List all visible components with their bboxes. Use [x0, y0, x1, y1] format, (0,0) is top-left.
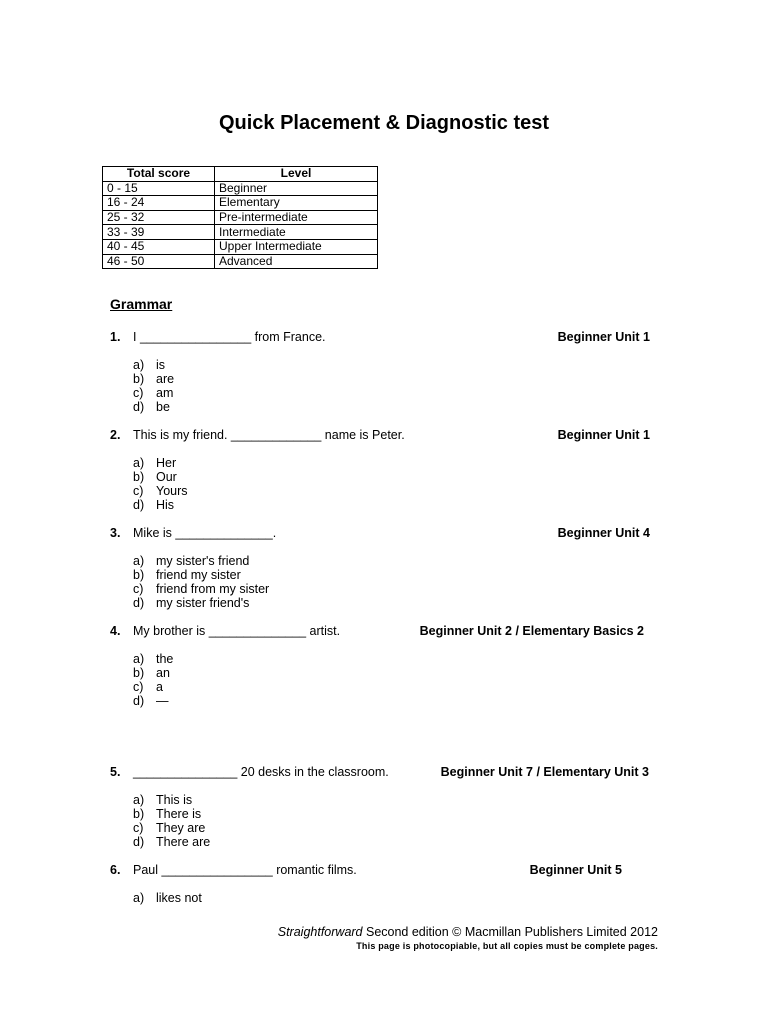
option-text: the [156, 652, 174, 666]
option-text: friend my sister [156, 568, 241, 582]
option-letter: a) [133, 456, 145, 470]
option-a[interactable] [133, 358, 174, 372]
table-row [103, 196, 378, 211]
table-row [103, 239, 378, 254]
table-row [103, 254, 378, 269]
option-text: an [156, 666, 170, 680]
edition-text: Second edition © Macmillan Publishers Limited 2012 [362, 925, 658, 939]
option-text: This is [156, 793, 193, 807]
option-d[interactable] [133, 400, 174, 414]
option-letter: a) [133, 793, 145, 807]
option-a[interactable] [133, 456, 188, 470]
option-letter: c) [133, 821, 144, 835]
question-stem: Paul ________________ romantic films. [133, 863, 357, 877]
option-text: a [156, 680, 163, 694]
option-text: likes not [156, 891, 202, 905]
table-cell-level: Elementary [215, 196, 378, 211]
question-2-options [133, 456, 188, 512]
option-letter: b) [133, 568, 145, 582]
option-letter: c) [133, 680, 144, 694]
question-number: 5. [110, 765, 121, 779]
option-b[interactable] [133, 666, 173, 680]
question-6 [110, 862, 622, 878]
question-unit: Beginner Unit 5 [529, 863, 622, 877]
option-letter: a) [133, 652, 145, 666]
question-stem: Mike is ______________. [133, 526, 277, 540]
option-text: They are [156, 821, 206, 835]
question-stem: I ________________ from France. [133, 330, 326, 344]
option-text: Her [156, 456, 177, 470]
question-stem: _______________ 20 desks in the classroom. [133, 765, 389, 779]
option-text: my sister friend's [156, 596, 250, 610]
table-cell-level: Upper Intermediate [215, 239, 378, 254]
table-cell-level: Beginner [215, 181, 378, 196]
option-b[interactable] [133, 372, 174, 386]
option-letter: b) [133, 807, 145, 821]
table-cell-score: 33 - 39 [103, 225, 215, 240]
footer-copyright [278, 924, 658, 940]
option-b[interactable] [133, 470, 188, 484]
question-3-options [133, 554, 269, 610]
question-4 [110, 623, 644, 639]
option-b[interactable] [133, 807, 210, 821]
option-text: is [156, 358, 166, 372]
question-3 [110, 525, 650, 541]
option-letter: a) [133, 554, 145, 568]
table-header-total-score: Total score [103, 167, 215, 182]
book-title: Straightforward [277, 925, 363, 939]
option-text: His [156, 498, 175, 512]
option-c[interactable] [133, 582, 269, 596]
option-letter: b) [133, 372, 145, 386]
option-d[interactable] [133, 835, 210, 849]
option-letter: a) [133, 891, 145, 905]
option-d[interactable] [133, 596, 269, 610]
option-letter: d) [133, 835, 145, 849]
table-cell-level: Intermediate [215, 225, 378, 240]
option-c[interactable] [133, 821, 210, 835]
question-number: 1. [110, 330, 121, 344]
option-letter: a) [133, 358, 145, 372]
option-a[interactable] [133, 652, 173, 666]
option-letter: b) [133, 470, 145, 484]
option-letter: c) [133, 484, 144, 498]
question-unit: Beginner Unit 2 / Elementary Basics 2 [419, 624, 644, 638]
option-text: be [156, 400, 170, 414]
option-letter: d) [133, 498, 145, 512]
option-letter: d) [133, 400, 145, 414]
option-text: Yours [156, 484, 188, 498]
question-unit: Beginner Unit 4 [557, 526, 650, 540]
question-4-options [133, 652, 173, 708]
table-cell-level: Advanced [215, 254, 378, 269]
option-letter: d) [133, 596, 145, 610]
question-unit: Beginner Unit 1 [557, 330, 650, 344]
question-1-options [133, 358, 174, 414]
option-c[interactable] [133, 386, 174, 400]
section-heading-grammar: Grammar [110, 296, 173, 312]
option-letter: d) [133, 694, 145, 708]
score-level-table [102, 166, 378, 269]
option-text: friend from my sister [156, 582, 270, 596]
question-unit: Beginner Unit 7 / Elementary Unit 3 [440, 765, 649, 779]
table-cell-score: 0 - 15 [103, 181, 215, 196]
option-text: my sister's friend [156, 554, 250, 568]
option-letter: b) [133, 666, 145, 680]
option-text: am [156, 386, 174, 400]
option-text: are [156, 372, 175, 386]
option-c[interactable] [133, 680, 173, 694]
question-2 [110, 427, 650, 443]
option-b[interactable] [133, 568, 269, 582]
question-unit: Beginner Unit 1 [557, 428, 650, 442]
question-6-options [133, 891, 202, 905]
table-cell-level: Pre-intermediate [215, 210, 378, 225]
footer-photocopy-note: This page is photocopiable, but all copies must be complete pages. [356, 941, 658, 951]
question-number: 6. [110, 863, 121, 877]
option-d[interactable] [133, 694, 173, 708]
table-cell-score: 40 - 45 [103, 239, 215, 254]
option-d[interactable] [133, 498, 188, 512]
table-row [103, 181, 378, 196]
question-stem: This is my friend. _____________ name is Peter. [133, 428, 405, 442]
option-text: There are [156, 835, 211, 849]
question-1 [110, 329, 650, 345]
option-c[interactable] [133, 484, 188, 498]
option-letter: c) [133, 582, 144, 596]
question-number: 2. [110, 428, 121, 442]
option-letter: c) [133, 386, 144, 400]
table-row [103, 210, 378, 225]
table-header-level: Level [215, 167, 378, 182]
table-row [103, 225, 378, 240]
question-5 [110, 764, 649, 780]
option-text: There is [156, 807, 202, 821]
table-cell-score: 25 - 32 [103, 210, 215, 225]
option-a[interactable] [133, 554, 269, 568]
page-title: Quick Placement & Diagnostic test [218, 112, 550, 134]
option-a[interactable] [133, 793, 210, 807]
option-text: Our [156, 470, 177, 484]
question-stem: My brother is ______________ artist. [133, 624, 341, 638]
question-number: 4. [110, 624, 121, 638]
question-5-options [133, 793, 210, 849]
table-cell-score: 46 - 50 [103, 254, 215, 269]
option-text: — [156, 694, 169, 708]
question-number: 3. [110, 526, 121, 540]
table-cell-score: 16 - 24 [103, 196, 215, 211]
option-a[interactable] [133, 891, 202, 905]
